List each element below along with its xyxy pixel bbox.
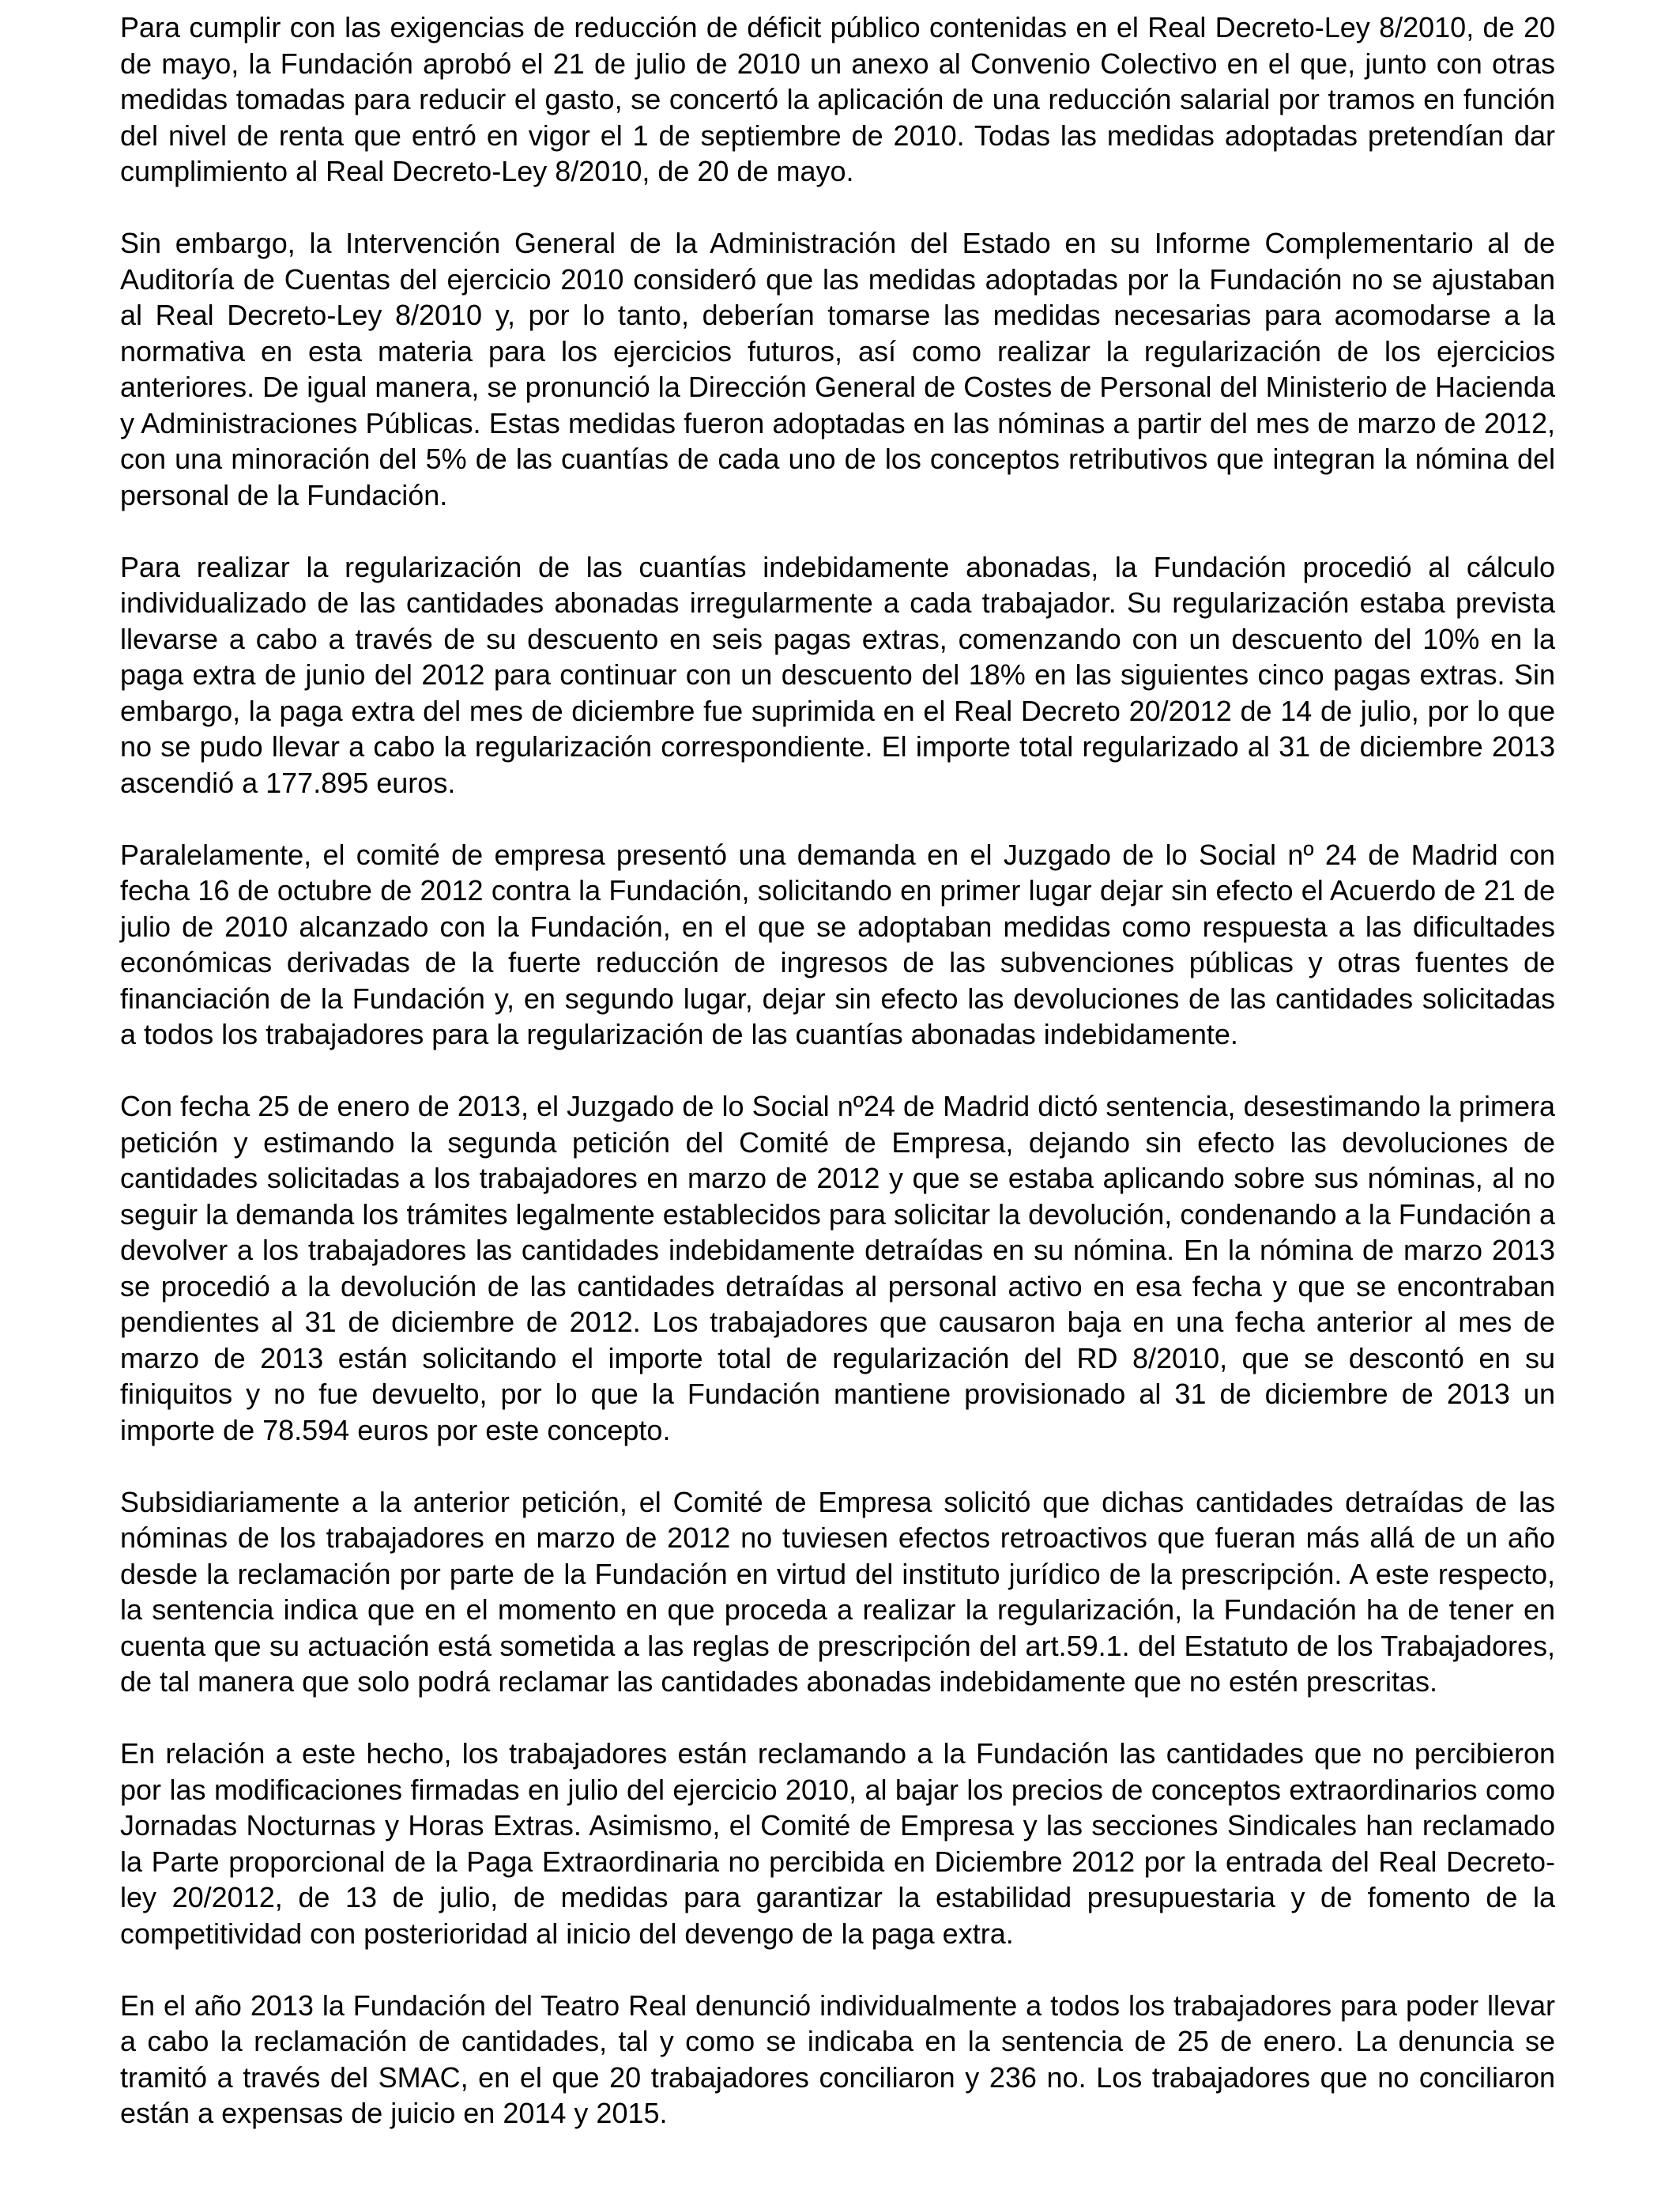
paragraph-6: Subsidiariamente a la anterior petición, el Comité de Empresa solicitó que dichas cantidades detraídas de las nóminas de los trabajadores en marzo de 2012 no tuviesen efectos retroactivos que fueran más allá de un año desde la reclamación por parte de la Fundación en virtud del instituto jurídico de la prescripción. A este respecto, la sentencia indica que en el momento en que proceda a realizar la regularización, la Fundación ha de tener en cuenta que su actuación está sometida a las reglas de prescripción del art.59.1. del Estatuto de los Trabajadores, de tal manera que solo podrá reclamar las cantidades abonadas indebidamente que no estén prescritas. (120, 1485, 1555, 1698)
paragraph-2: Sin embargo, la Intervención General de la Administración del Estado en su Informe Complementario al de Auditoría de Cuentas del ejercicio 2010 consideró que las medidas adoptadas por la Fundación no se ajustaban al Real Decreto-Ley 8/2010 y, por lo tanto, deberían tomarse las medidas necesarias para acomodarse a la normativa en esta materia para los ejercicios futuros, así como realizar la regularización de los ejercicios anteriores. De igual manera, se pronunció la Dirección General de Costes de Personal del Ministerio de Hacienda y Administraciones Públicas. Estas medidas fueron adoptadas en las nóminas a partir del mes de marzo de 2012, con una minoración del 5% de las cuantías de cada uno de los conceptos retributivos que integran la nómina del personal de la Fundación. (120, 227, 1555, 511)
document-page (120, 9, 1555, 2132)
paragraph-5: Con fecha 25 de enero de 2013, el Juzgado de lo Social nº24 de Madrid dictó sentencia, desestimando la primera petición y estimando la segunda petición del Comité de Empresa, dejando sin efecto las devoluciones de cantidades solicitadas a los trabajadores en marzo de 2012 y que se estaba aplicando sobre sus nóminas, al no seguir la demanda los trámites legalmente establecidos para solicitar la devolución, condenando a la Fundación a devolver a los trabajadores las cantidades indebidamente detraídas en su nómina. En la nómina de marzo 2013 se procedió a la devolución de las cantidades detraídas al personal activo en esa fecha y que se encontraban pendientes al 31 de diciembre de 2012. Los trabajadores que causaron baja en una fecha anterior al mes de marzo de 2013 están solicitando el importe total de regularización del RD 8/2010, que se descontó en su finiquitos y no fue devuelto, por lo que la Fundación mantiene provisionado al 31 de diciembre de 2013 un importe de 78.594 euros por este concepto. (120, 1090, 1555, 1446)
paragraph-3: Para realizar la regularización de las cuantías indebidamente abonadas, la Fundación procedió al cálculo individualizado de las cantidades abonadas irregularmente a cada trabajador. Su regularización estaba prevista llevarse a cabo a través de su descuento en seis pagas extras, comenzando con un descuento del 10% en la paga extra de junio del 2012 para continuar con un descuento del 18% en las siguientes cinco pagas extras. Sin embargo, la paga extra del mes de diciembre fue suprimida en el Real Decreto 20/2012 de 14 de julio, por lo que no se pudo llevar a cabo la regularización correspondiente. El importe total regularizado al 31 de diciembre 2013 ascendió a 177.895 euros. (120, 550, 1555, 799)
paragraph-4: Paralelamente, el comité de empresa presentó una demanda en el Juzgado de lo Social nº 24 de Madrid con fecha 16 de octubre de 2012 contra la Fundación, solicitando en primer lugar dejar sin efecto el Acuerdo de 21 de julio de 2010 alcanzado con la Fundación, en el que se adoptaban medidas como respuesta a las dificultades económicas derivadas de la fuerte reducción de ingresos de las subvenciones públicas y otras fuentes de financiación de la Fundación y, en segundo lugar, dejar sin efecto las devoluciones de las cantidades solicitadas a todos los trabajadores para la regularización de las cuantías abonadas indebidamente. (120, 838, 1555, 1050)
paragraph-8: En el año 2013 la Fundación del Teatro Real denunció individualmente a todos los trabajadores para poder llevar a cabo la reclamación de cantidades, tal y como se indicaba en la sentencia de 25 de enero. La denuncia se tramitó a través del SMAC, en el que 20 trabajadores conciliaron y 236 no. Los trabajadores que no conciliaron están a expensas de juicio en 2014 y 2015. (120, 1989, 1555, 2129)
paragraph-7: En relación a este hecho, los trabajadores están reclamando a la Fundación las cantidades que no percibieron por las modificaciones firmadas en julio del ejercicio 2010, al bajar los precios de conceptos extraordinarios como Jornadas Nocturnas y Horas Extras. Asimismo, el Comité de Empresa y las secciones Sindicales han reclamado la Parte proporcional de la Paga Extraordinaria no percibida en Diciembre 2012 por la entrada del Real Decreto-ley 20/2012, de 13 de julio, de medidas para garantizar la estabilidad presupuestaria y de fomento de la competitividad con posterioridad al inicio del devengo de la paga extra. (120, 1737, 1555, 1950)
paragraph-1: Para cumplir con las exigencias de reducción de déficit público contenidas en el Real Decreto-Ley 8/2010, de 20 de mayo, la Fundación aprobó el 21 de julio de 2010 un anexo al Convenio Colectivo en el que, junto con otras medidas tomadas para reducir el gasto, se concertó la aplicación de una reducción salarial por tramos en función del nivel de renta que entró en vigor el 1 de septiembre de 2010. Todas las medidas adoptadas pretendían dar cumplimiento al Real Decreto-Ley 8/2010, de 20 de mayo. (120, 11, 1555, 187)
